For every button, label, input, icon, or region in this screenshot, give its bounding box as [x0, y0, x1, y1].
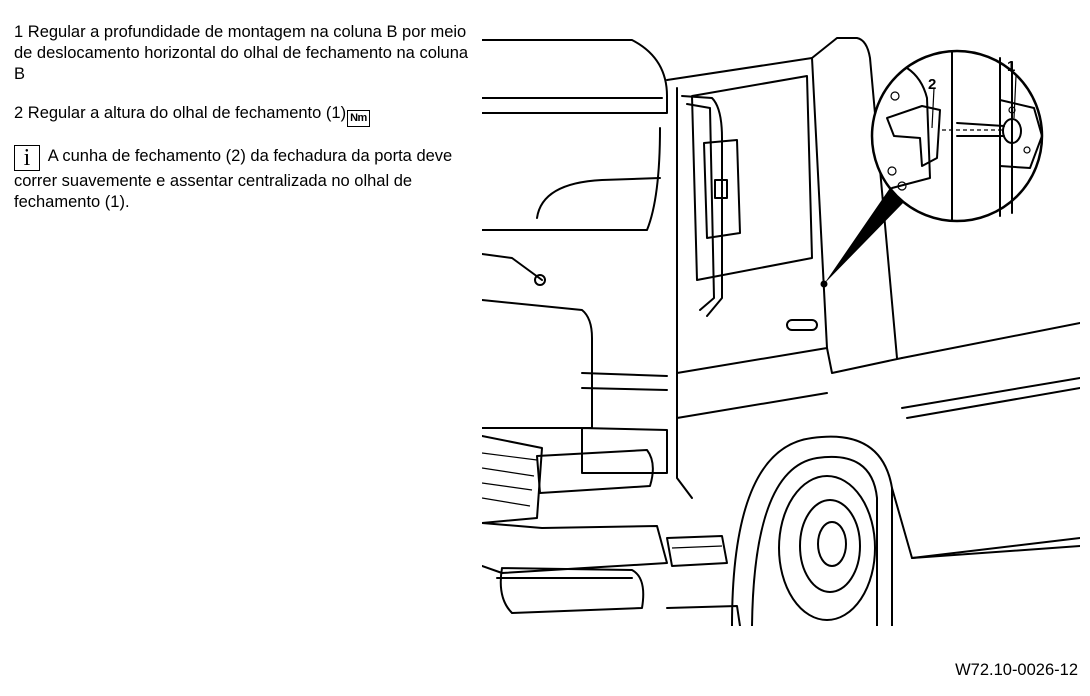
step-2-number: 2 [14, 104, 24, 122]
callout-1: 1 [1007, 58, 1016, 75]
info-note-text: A cunha de fechamento (2) da fechadura da porta deve correr suavemente e assentar centralizada no olhal de fechamento (1). [14, 147, 453, 211]
truck-door-illustration [482, 18, 1080, 626]
step-1-text: Regular a profundidade de montagem na coluna B por meio de deslocamento horizontal do olhal de fechamento na coluna B [14, 23, 469, 83]
figure-code: W72.10-0026-12 [955, 661, 1078, 679]
torque-nm-icon[interactable]: Nm [347, 110, 370, 127]
illustration-svg [482, 18, 1080, 626]
step-1-number: 1 [14, 23, 24, 41]
callout-2: 2 [928, 76, 937, 93]
step-2-text: Regular a altura do olhal de fechamento (1) [27, 104, 347, 122]
step-2 [14, 103, 474, 127]
instructions [14, 22, 474, 231]
step-1 [14, 22, 474, 85]
info-icon[interactable]: i [14, 145, 40, 171]
info-note [14, 145, 474, 213]
